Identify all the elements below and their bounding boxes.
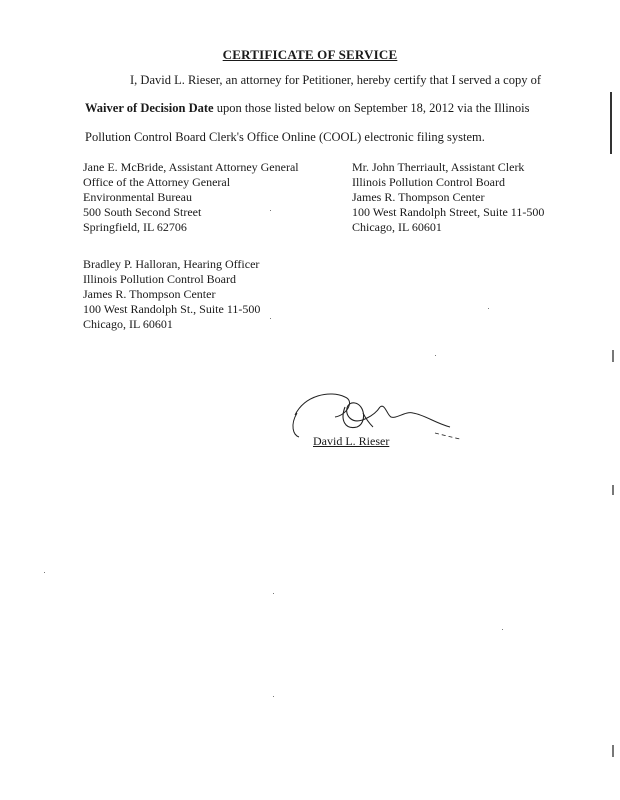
certification-statement: I, David L. Rieser, an attorney for Petitioner, hereby certify that I served a copy of — [130, 73, 541, 87]
recipient-building: James R. Thompson Center — [83, 287, 216, 301]
scan-speck — [44, 572, 45, 573]
recipient-name: Mr. John Therriault, Assistant Clerk — [352, 160, 525, 174]
recipient-address-block — [83, 257, 260, 332]
scan-speck — [612, 485, 614, 495]
recipient-name: Bradley P. Halloran, Hearing Officer — [83, 257, 260, 271]
scan-speck — [270, 318, 271, 319]
recipient-office: Illinois Pollution Control Board — [352, 175, 506, 189]
certificate-title: CERTIFICATE OF SERVICE — [222, 47, 398, 62]
signatory-name: David L. Rieser — [313, 434, 390, 448]
scan-speck — [435, 355, 436, 356]
scan-speck — [273, 593, 274, 594]
recipient-division: Environmental Bureau — [83, 190, 192, 204]
recipient-address-block — [83, 160, 299, 235]
service-date-text: upon those listed below on September 18, 2012 via the Illinois — [213, 101, 530, 115]
recipient-city: Springfield, IL 62706 — [83, 220, 187, 234]
recipient-street: 100 West Randolph Street, Suite 11-500 — [352, 205, 545, 219]
recipient-office: Illinois Pollution Control Board — [83, 272, 237, 286]
filing-system-line: Pollution Control Board Clerk's Office Online (COOL) electronic filing system. — [85, 130, 485, 144]
scan-speck — [502, 629, 503, 630]
recipient-city: Chicago, IL 60601 — [83, 317, 173, 331]
scan-speck — [270, 210, 271, 211]
scan-speck — [612, 745, 614, 757]
recipient-office: Office of the Attorney General — [83, 175, 231, 189]
scan-speck — [488, 308, 489, 309]
served-document-name: Waiver of Decision Date — [85, 101, 214, 115]
recipient-street: 500 South Second Street — [83, 205, 202, 219]
scan-margin-mark — [610, 92, 612, 154]
served-document-line — [85, 101, 530, 116]
recipient-name: Jane E. McBride, Assistant Attorney General — [83, 160, 299, 174]
recipient-address-block — [352, 160, 544, 235]
recipient-street: 100 West Randolph St., Suite 11-500 — [83, 302, 261, 316]
recipient-building: James R. Thompson Center — [352, 190, 485, 204]
scan-speck — [612, 350, 614, 362]
scan-speck — [273, 696, 274, 697]
recipient-city: Chicago, IL 60601 — [352, 220, 442, 234]
